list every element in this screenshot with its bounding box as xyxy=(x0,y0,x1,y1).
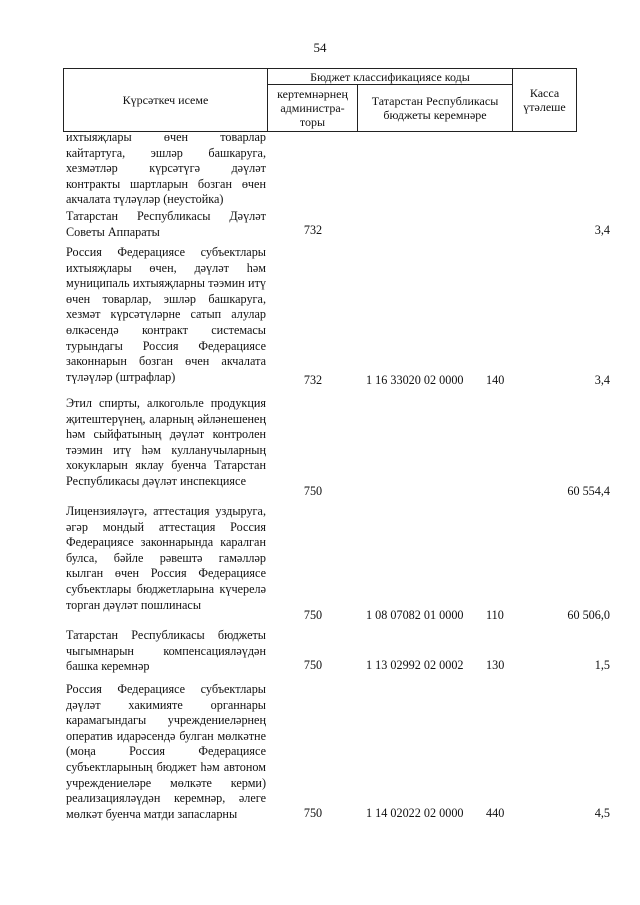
revenue-subcode: 130 xyxy=(486,658,505,672)
admin-code: 750 xyxy=(303,608,323,622)
indicator-name: Татарстан Республикасы Дәүләт Советы Аппараты xyxy=(66,209,266,239)
revenue-subcode: 440 xyxy=(486,806,505,820)
cash-amount: 4,5 xyxy=(594,806,610,820)
cash-amount: 3,4 xyxy=(594,373,610,387)
admin-code: 750 xyxy=(303,484,323,498)
page-number: 54 xyxy=(313,40,327,55)
revenue-subcode: 110 xyxy=(486,608,504,622)
revenue-subcode: 140 xyxy=(486,373,505,387)
header-name: Күрсәткеч исеме xyxy=(122,93,209,107)
header-revenue: Татарстан Республикасы бюджеты керемнәре xyxy=(371,94,499,122)
admin-code: 732 xyxy=(303,373,323,387)
revenue-code: 1 14 02022 02 0000 xyxy=(366,806,464,820)
revenue-code: 1 16 33020 02 0000 xyxy=(366,373,464,387)
cash-amount: 60 506,0 xyxy=(567,608,610,622)
revenue-code: 1 08 07082 01 0000 xyxy=(366,608,464,622)
header-admin: кертемнәрнең администра-торы xyxy=(277,87,348,129)
revenue-code: 1 13 02992 02 0002 xyxy=(366,658,464,672)
indicator-name: Россия Федерациясе субъектлары ихтыяҗлары өчен, дәүләт һәм муниципаль ихтыяҗларны тәэмин итү өчен товарлар, эшләр башкаруга, хезмәт күрсәтүләрне сатып алулар өлкәсендә контракт системасы турындагы Россия Федерациясе законнарын бозган өчен акчалата түләүләр (штрафлар) xyxy=(66,245,266,384)
indicator-name: Татарстан Республикасы бюджеты чыгымнарын компенсацияләүдән башка керемнәр xyxy=(66,628,266,674)
indicator-name: ихтыяҗлары өчен товарлар кайтартуга, эшләр башкаруга, хезмәтләр күрсәтүгә дәүләт контракты шартларын бозган өчен акчалата түләүләр (неустойка) xyxy=(66,130,266,207)
admin-code: 732 xyxy=(303,223,323,237)
cash-amount: 60 554,4 xyxy=(567,484,610,498)
indicator-name: Этил спирты, алкогольле продукция җитештерүнең, аларның әйләнешенең һәм сыйфатының дәүләт контролен тәэмин итү һәм кулланучыларның хокукларын яклау буенча Татарстан Республикасы дәүләт инспекциясе xyxy=(66,396,266,488)
indicator-name: Россия Федерациясе субъектлары дәүләт хакимияте органнары карамагындагы учреждениеләрнең оператив идарәсендә булган мөлкәтне (моңа Россия Федерациясе субъектларының бюджет һәм автоном учреждениеләре мөлкәте керми) реализацияләүдән керемнәр, әлеге мөлкәт буенча матди запасларны xyxy=(66,682,266,821)
admin-code: 750 xyxy=(303,658,323,672)
indicator-name: Лицензияләүгә, аттестация уздыруга, әгәр мондый аттестация Россия Федерациясе законнарында каралган булса, бәйле рәвештә гамәлләр кылган өчен Россия Федерациясе субъектлары бюджетларына күчерелә торган дәүләт пошлинасы xyxy=(66,504,266,612)
admin-code: 750 xyxy=(303,806,323,820)
header-cash: Касса үтәлеше xyxy=(523,86,566,114)
header-budget-code: Бюджет классификациясе коды xyxy=(310,69,470,84)
table-header xyxy=(63,68,577,132)
cash-amount: 1,5 xyxy=(594,658,610,672)
cash-amount: 3,4 xyxy=(594,223,610,237)
